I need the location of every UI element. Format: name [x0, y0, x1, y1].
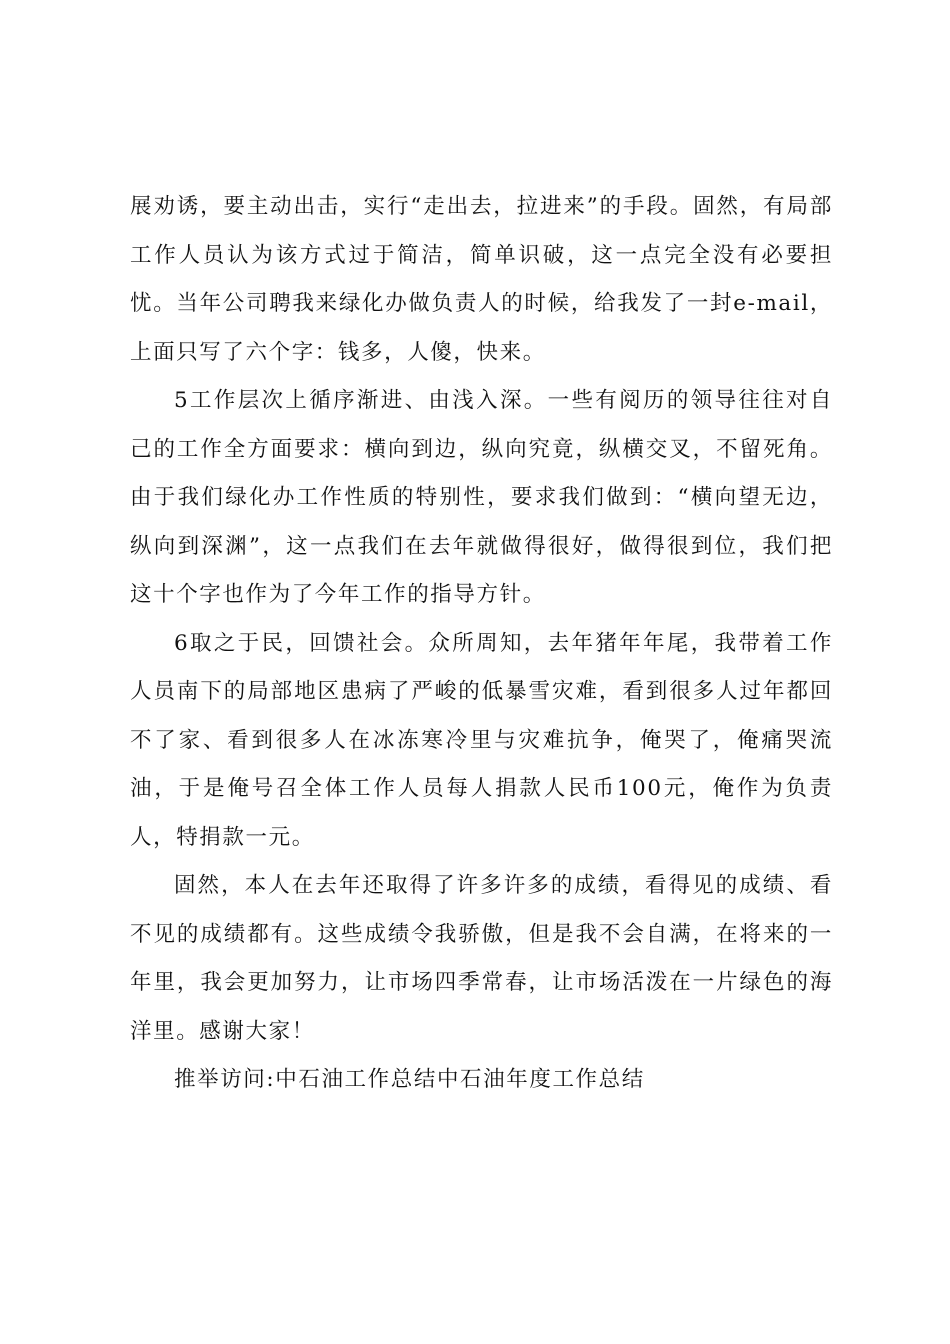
paragraph-item-6: 6取之于民，回馈社会。众所周知，去年猪年年尾，我带着工作人员南下的局部地区患病了严峻的低暴雪灾难，看到很多人过年都回不了家、看到很多人在冰冻寒冷里与灾难抗争，俺哭了，俺痛哭流油，于是俺号召全体工作人员每人捐款人民币100元，俺作为负责人，特捐款一元。: [130, 630, 833, 850]
paragraph-conclusion: 固然，本人在去年还取得了许多许多的成绩，看得见的成绩、看不见的成绩都有。这些成绩令我骄傲，但是我不会自满，在将来的一年里，我会更加努力，让市场四季常春，让市场活泼在一片绿色的海洋里。感谢大家！: [130, 873, 833, 1044]
paragraph-item-5: 5工作层次上循序渐进、由浅入深。一些有阅历的领导往往对自己的工作全方面要求：横向到边，纵向究竟，纵横交叉，不留死角。由于我们绿化办工作性质的特别性，要求我们做到：“横向望无边，纵向到深渊”，这一点我们在去年就做得很好，做得很到位，我们把这十个字也作为了今年工作的指导方针。: [130, 388, 833, 607]
recommended-reading: 推举访问:中石油工作总结中石油年度工作总结: [174, 1067, 645, 1092]
paragraph-continuation: 展劝诱，要主动出击，实行“走出去，拉进来”的手段。固然，有局部工作人员认为该方式过于简洁，简单识破，这一点完全没有必要担忧。当年公司聘我来绿化办做负责人的时候，给我发了一封e-mail，上面只写了六个字：钱多，人傻，快来。: [130, 194, 833, 365]
document-body: [130, 183, 833, 1105]
